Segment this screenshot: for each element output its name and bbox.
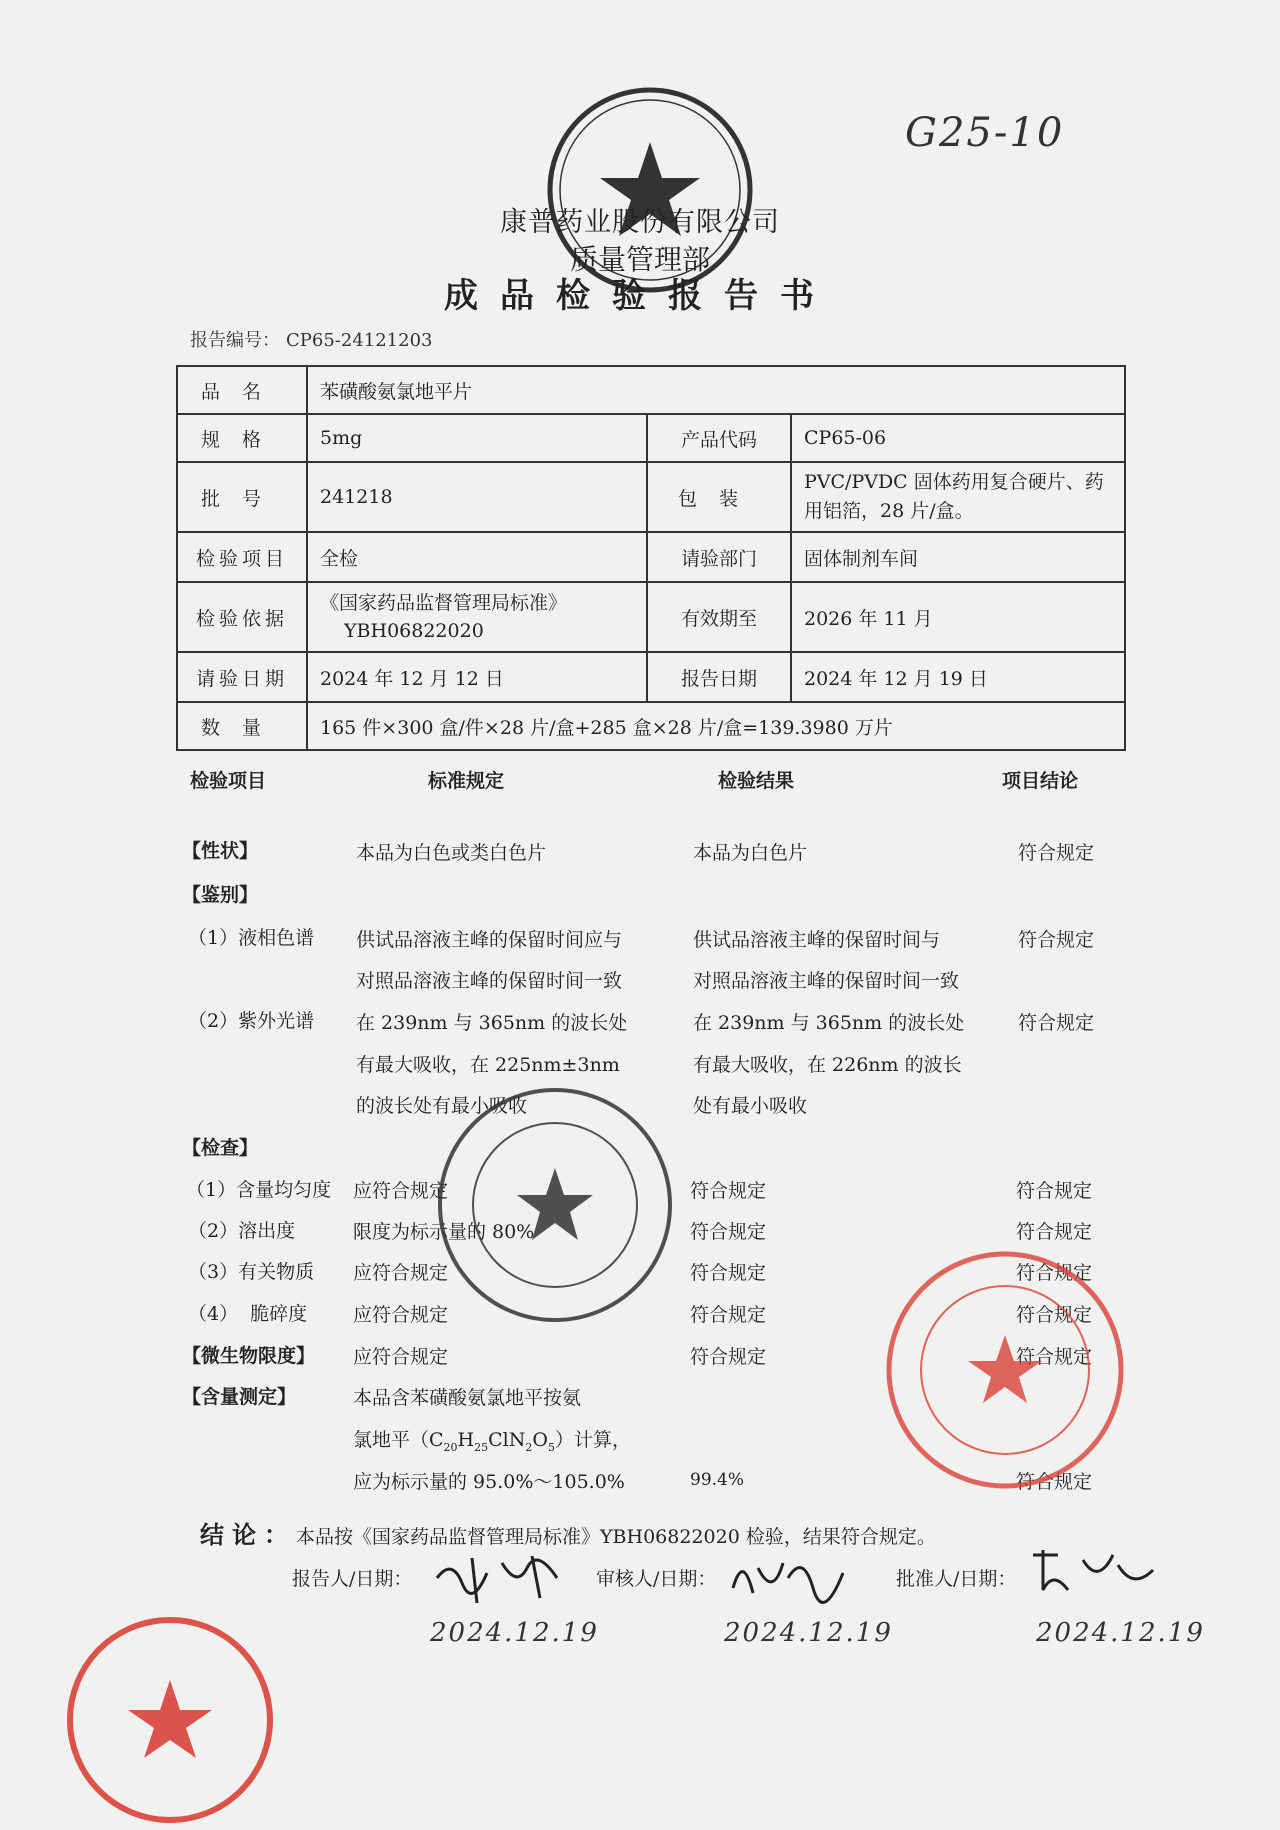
company-name: 康普药业股份有限公司: [500, 207, 780, 238]
check-label: 【检查】: [182, 1137, 259, 1159]
report-number-value: CP65-24121203: [286, 330, 433, 351]
uniformity-label: （1）含量均匀度: [186, 1179, 332, 1201]
reporter-date: 2024.12.19: [430, 1618, 599, 1648]
report-number-label: 报告编号：: [190, 330, 280, 351]
dissolution-conclusion: 符合规定: [1016, 1221, 1093, 1243]
batch-value: 241218: [307, 462, 647, 532]
character-standard: 本品为白色或类白色片: [356, 842, 547, 864]
uniformity-result: 符合规定: [690, 1180, 767, 1202]
request-dept-label: 请验部门: [647, 532, 791, 582]
related-label: （3）有关物质: [188, 1261, 315, 1283]
col-head-item: 检验项目: [190, 770, 267, 792]
uniformity-conclusion: 符合规定: [1016, 1180, 1093, 1202]
hplc-conclusion: 符合规定: [1018, 929, 1095, 951]
uv-result-line3: 处有最小吸收: [693, 1095, 808, 1117]
hplc-result-line1: 供试品溶液主峰的保留时间与: [693, 929, 941, 951]
uv-standard-line2: 有最大吸收，在 225nm±3nm: [356, 1054, 620, 1076]
assay-result: 99.4%: [690, 1470, 745, 1490]
assay-standard-line1: 本品含苯磺酸氨氯地平按氨: [353, 1387, 582, 1409]
micro-conclusion: 符合规定: [1016, 1346, 1093, 1368]
expiry-value: 2026 年 11 月: [791, 582, 1125, 652]
product-name-label: 品名: [177, 366, 307, 414]
report-date-label: 报告日期: [647, 652, 791, 702]
assay-formula-d: O: [532, 1429, 548, 1451]
related-result: 符合规定: [690, 1262, 767, 1284]
reporter-signature: [432, 1548, 572, 1608]
product-code-label: 产品代码: [647, 414, 791, 462]
package-label: 包装: [647, 462, 791, 532]
request-date-value: 2024 年 12 月 12 日: [307, 652, 647, 702]
product-code-value: CP65-06: [791, 414, 1125, 462]
assay-formula-e: ）计算，: [554, 1429, 631, 1451]
batch-label: 批号: [177, 462, 307, 532]
uv-conclusion: 符合规定: [1018, 1012, 1095, 1034]
assay-formula-b: H: [457, 1429, 475, 1451]
assay-formula-c: ClN: [488, 1429, 526, 1451]
assay-formula-sub3: 2: [525, 1440, 533, 1454]
basis-line1: 《国家药品监督管理局标准》: [320, 591, 568, 614]
micro-label: 【微生物限度】: [182, 1345, 316, 1367]
dissolution-label: （2）溶出度: [188, 1220, 296, 1242]
spec-label: 规格: [177, 414, 307, 462]
hplc-label: （1）液相色谱: [188, 927, 315, 949]
department-name: 质量管理部: [569, 243, 710, 276]
reviewer-signature: [728, 1548, 848, 1608]
anhui-huachuang-seal-stamp-2: [880, 1245, 1130, 1495]
assay-standard-line2: [353, 1425, 631, 1454]
related-conclusion: 符合规定: [1016, 1262, 1093, 1284]
basis-value: [307, 582, 647, 652]
quantity-label: 数量: [177, 702, 307, 750]
uv-result-line1: 在 239nm 与 365nm 的波长处: [693, 1012, 965, 1034]
conclusion-label: 结论：: [200, 1520, 296, 1549]
col-head-result: 检验结果: [718, 770, 795, 792]
test-item-value: 全检: [307, 532, 647, 582]
assay-label: 【含量测定】: [182, 1386, 297, 1408]
approver-date: 2024.12.19: [1036, 1618, 1205, 1648]
expiry-label: 有效期至: [647, 582, 791, 652]
reporter-label: 报告人/日期：: [292, 1568, 413, 1590]
micro-standard: 应符合规定: [353, 1346, 449, 1368]
reviewer-label: 审核人/日期：: [596, 1568, 717, 1590]
package-value: PVC/PVDC 固体药用复合硬片、药用铝箔，28 片/盒。: [791, 462, 1125, 532]
friability-label: （4） 脆碎度: [188, 1303, 308, 1325]
request-dept-value: 固体制剂车间: [791, 532, 1125, 582]
assay-formula-sub4: 5: [547, 1440, 555, 1454]
col-head-standard: 标准规定: [428, 770, 505, 792]
assay-conclusion: 符合规定: [1016, 1471, 1093, 1493]
report-number: [190, 326, 433, 352]
conclusion: [200, 1515, 936, 1550]
reviewer-date: 2024.12.19: [724, 1618, 893, 1648]
quantity-value: 165 件×300 盒/件×28 片/盒+285 盒×28 片/盒=139.3980 万片: [307, 702, 1125, 750]
assay-formula-sub2: 25: [474, 1440, 489, 1454]
spec-value: 5mg: [307, 414, 647, 462]
dissolution-result: 符合规定: [690, 1221, 767, 1243]
approver-label: 批准人/日期：: [896, 1568, 1017, 1590]
hplc-result-line2: 对照品溶液主峰的保留时间一致: [693, 970, 960, 992]
related-standard: 应符合规定: [353, 1262, 449, 1284]
hplc-standard-line2: 对照品溶液主峰的保留时间一致: [356, 970, 623, 992]
uv-result-line2: 有最大吸收，在 226nm 的波长: [693, 1054, 962, 1076]
request-date-label: 请验日期: [177, 652, 307, 702]
nanjing-seal-stamp: [60, 1610, 280, 1830]
dissolution-standard: 限度为标示量的 80%: [353, 1221, 535, 1243]
col-head-conclusion: 项目结论: [1002, 770, 1079, 792]
product-name-value: 苯磺酸氨氯地平片: [307, 366, 1125, 414]
micro-result: 符合规定: [690, 1346, 767, 1368]
friability-standard: 应符合规定: [353, 1304, 449, 1326]
character-conclusion: 符合规定: [1018, 842, 1095, 864]
uv-standard-line3: 的波长处有最小吸收: [356, 1095, 528, 1117]
assay-standard-line3: 应为标示量的 95.0%～105.0%: [353, 1471, 625, 1493]
uniformity-standard: 应符合规定: [353, 1180, 449, 1202]
assay-formula-sub1: 20: [443, 1440, 458, 1454]
basis-label: 检验依据: [177, 582, 307, 652]
info-table: [176, 365, 1126, 751]
character-label: 【性状】: [182, 840, 259, 862]
hplc-standard-line1: 供试品溶液主峰的保留时间应与: [356, 929, 623, 951]
uv-standard-line1: 在 239nm 与 365nm 的波长处: [356, 1012, 628, 1034]
anhui-huachuang-seal-stamp-1: [430, 1080, 680, 1330]
approver-signature: [1028, 1540, 1158, 1600]
conclusion-text: 本品按《国家药品监督管理局标准》YBH06822020 检验，结果符合规定。: [296, 1526, 936, 1548]
basis-line2: YBH06822020: [344, 620, 484, 642]
assay-formula-a: 氯地平（C: [353, 1429, 444, 1451]
identification-label: 【鉴别】: [182, 884, 259, 906]
character-result: 本品为白色片: [693, 842, 808, 864]
handwritten-code: G25-10: [905, 110, 1065, 156]
friability-conclusion: 符合规定: [1016, 1304, 1093, 1326]
test-item-label: 检验项目: [177, 532, 307, 582]
uv-label: （2）紫外光谱: [188, 1010, 315, 1032]
document-title: 成品检验报告书: [444, 276, 836, 316]
report-date-value: 2024 年 12 月 19 日: [791, 652, 1125, 702]
friability-result: 符合规定: [690, 1304, 767, 1326]
